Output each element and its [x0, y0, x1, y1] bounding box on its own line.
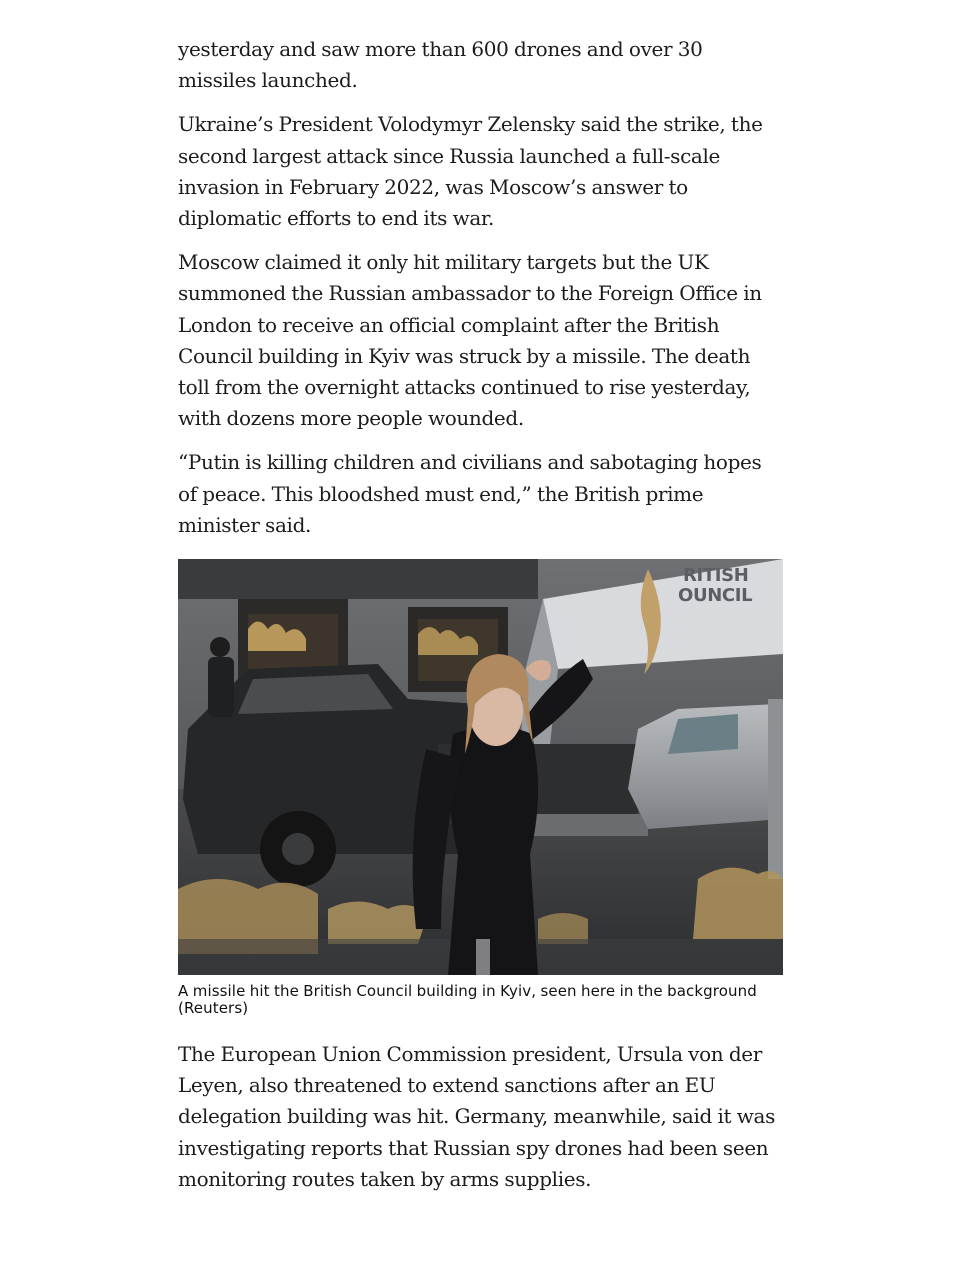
article-figure	[178, 559, 783, 1017]
photo-caption: A missile hit the British Council building in Kyiv, seen here in the background (Reuters)	[178, 982, 757, 1018]
article-paragraph: Moscow claimed it only hit military targets but the UK summoned the Russian ambassador to the Foreign Office in London to receive an official complaint after the British Council building in Kyiv was struck by a missile. The death toll from the overnight attacks continued to rise yesterday, with dozens more people wounded.	[178, 250, 762, 431]
article-body	[178, 34, 783, 1208]
photo-illustration	[178, 559, 783, 975]
sign-text: OUNCIL	[678, 585, 753, 607]
article-paragraph: The European Union Commission president, Ursula von der Leyen, also threatened to extend sanctions after an EU delegation building was hit. Germany, meanwhile, said it was investigating reports that Russian spy drones had been seen monitoring routes taken by arms supplies.	[178, 1042, 776, 1191]
article-paragraph: “Putin is killing children and civilians and sabotaging hopes of peace. This bloodshed must end,” the British prime minister said.	[178, 450, 762, 537]
news-photo	[178, 559, 783, 975]
article-paragraph: Ukraine’s President Volodymyr Zelensky said the strike, the second largest attack since Russia launched a full-scale invasion in February 2022, was Moscow’s answer to diplomatic efforts to end its war.	[178, 112, 763, 231]
article-paragraph: yesterday and saw more than 600 drones and over 30 missiles launched.	[178, 37, 703, 93]
sign-text: RITISH	[683, 565, 749, 587]
article-continuation	[178, 1039, 783, 1195]
